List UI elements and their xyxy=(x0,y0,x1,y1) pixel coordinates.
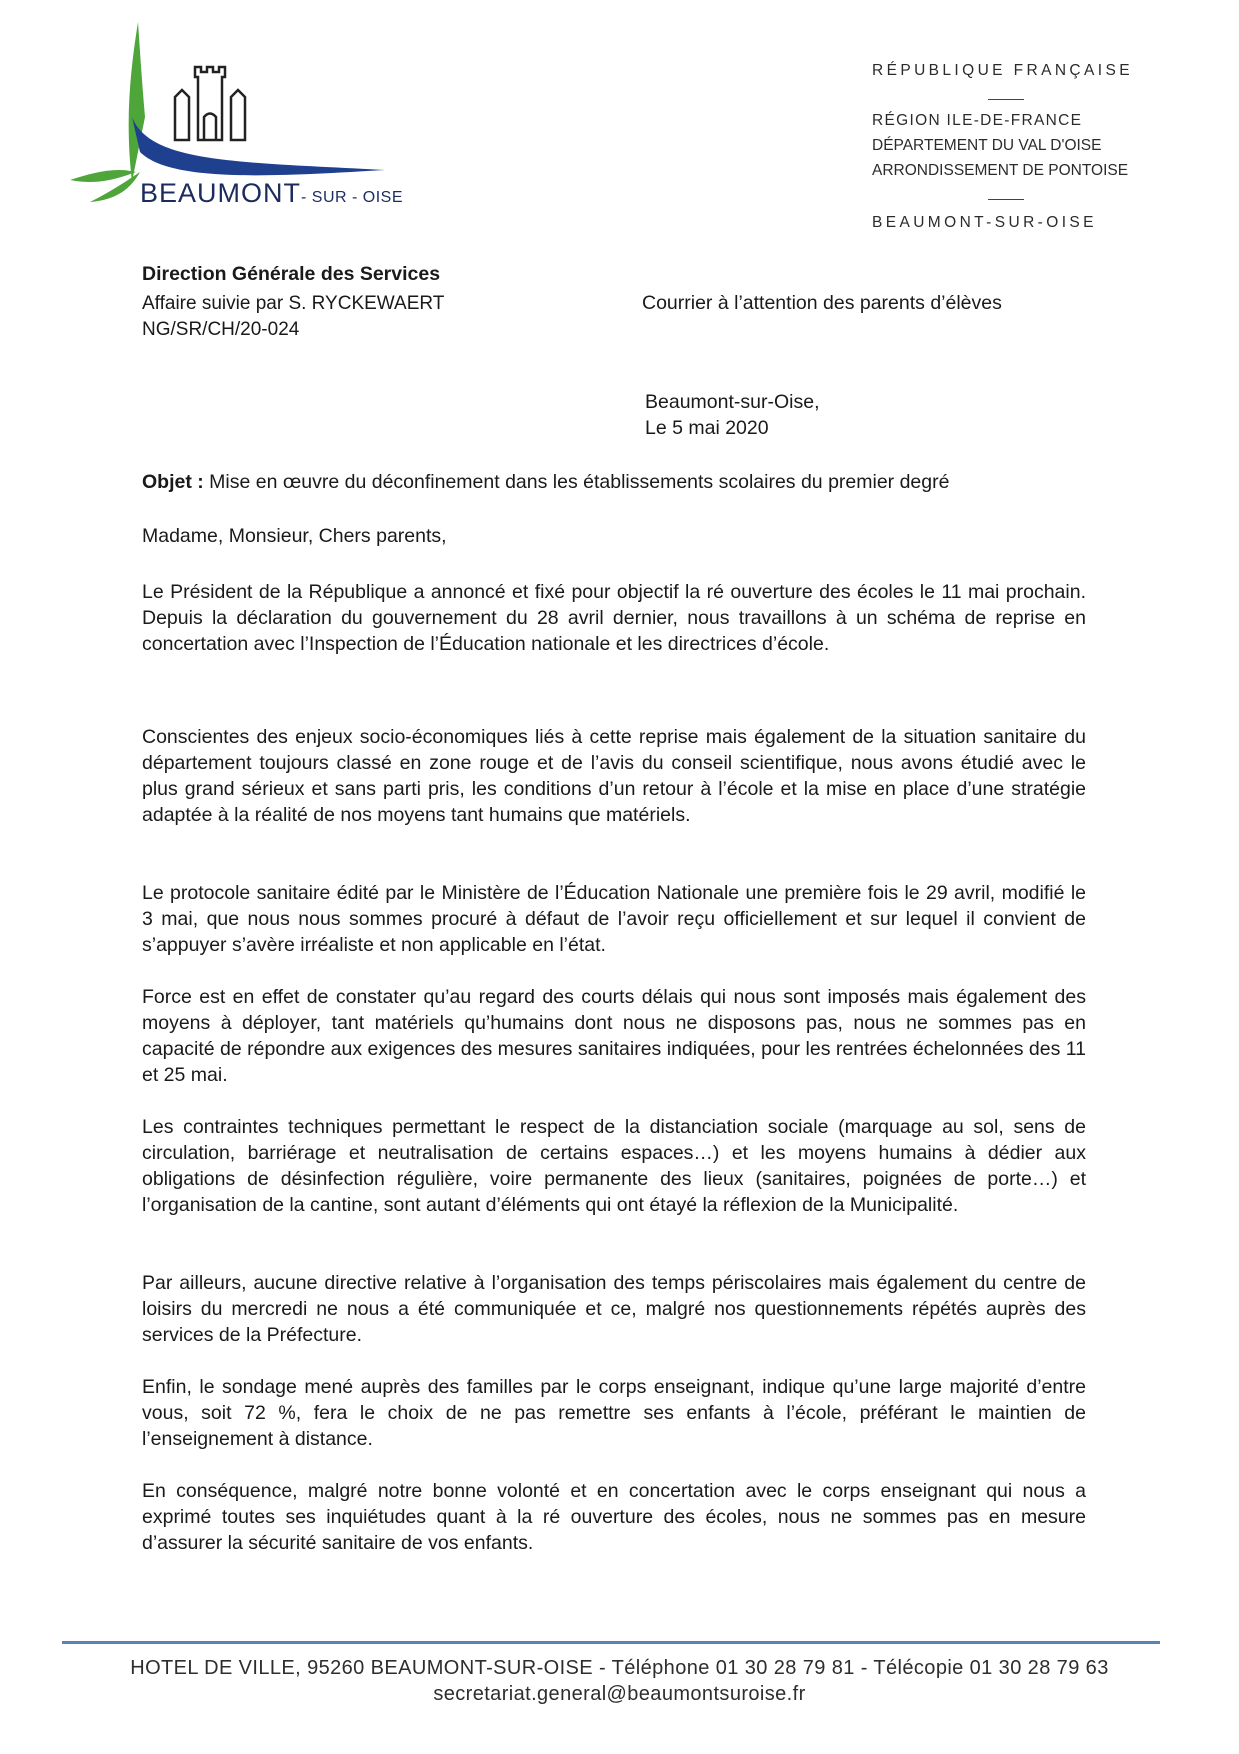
footer-email: secretariat.general@beaumontsuroise.fr xyxy=(433,1683,806,1705)
sender-affaire: Affaire suivie par S. RYCKEWAERT xyxy=(142,293,445,314)
header-divider xyxy=(988,199,1024,200)
logo-leaf-left xyxy=(70,170,136,182)
header-region: RÉGION ILE-DE-FRANCE xyxy=(872,112,1083,129)
logo-swoosh xyxy=(132,117,385,175)
body-paragraph: Le Président de la République a annoncé et fixé pour objectif la ré ouverture des écoles le 11 mai prochain. Depuis la déclaration du gouvernement du 28 avril dernier, nous travaillons à un schéma de reprise en concertation avec l’Inspection de l’Éducation nationale et les directrices d’école. xyxy=(142,581,1086,655)
salutation: Madame, Monsieur, Chers parents, xyxy=(142,525,447,547)
logo-wordmark xyxy=(140,178,403,209)
logo-leaf-main xyxy=(129,22,145,182)
body-paragraph: Le protocole sanitaire édité par le Ministère de l’Éducation Nationale une première fois le 29 avril, modifié le 3 mai, que nous nous sommes procuré à défaut de l’avoir reçu officiellement et sur lequel il convient de s’appuyer s’avère irréaliste et non applicable en l’état. xyxy=(142,882,1086,956)
body-paragraph: En conséquence, malgré notre bonne volonté et en concertation avec le corps enseignant qui nous a exprimé toutes ses inquiétudes quant à la ré ouverture des écoles, nous ne sommes pas en mesure d’assurer la sécurité sanitaire de vos enfants. xyxy=(142,1480,1086,1554)
header-republique: RÉPUBLIQUE FRANÇAISE xyxy=(872,62,1133,79)
header-divider xyxy=(988,99,1024,100)
header-arrondissement: ARRONDISSEMENT DE PONTOISE xyxy=(872,162,1129,179)
logo-suffix: - SUR - OISE xyxy=(301,189,404,206)
dateline-place: Beaumont-sur-Oise, xyxy=(645,391,820,413)
logo-name: BEAUMONT xyxy=(140,178,302,208)
body-paragraph: Par ailleurs, aucune directive relative à l’organisation des temps périscolaires mais également du centre de loisirs du mercredi ne nous a été communiquée et ce, malgré nos questionnements répétés auprès des services de la Préfecture. xyxy=(142,1272,1086,1346)
subject-line xyxy=(142,471,949,494)
body-paragraph: Conscientes des enjeux socio-économiques liés à cette reprise mais également de la situation sanitaire du département toujours classé en zone rouge et de l’avis du conseil scientifique, nous avons étudié avec le plus grand sérieux et sans parti pris, les conditions d’un retour à l’école et la mise en place d’une stratégie adaptée à la réalité de nos moyens tant humains que matériels. xyxy=(142,726,1086,826)
dateline-date: Le 5 mai 2020 xyxy=(645,417,769,439)
subject-text: Mise en œuvre du déconfinement dans les établissements scolaires du premier degré xyxy=(203,471,950,493)
footer-address: HOTEL DE VILLE, 95260 BEAUMONT-SUR-OISE - Téléphone 01 30 28 79 81 - Télécopie 01 30 28 79 63 xyxy=(130,1657,1109,1679)
sender-reference: NG/SR/CH/20-024 xyxy=(142,319,300,340)
castle-icon xyxy=(175,67,245,140)
header-departement: DÉPARTEMENT DU VAL D'OISE xyxy=(872,137,1102,154)
body-paragraph: Force est en effet de constater qu’au regard des courts délais qui nous sont imposés mais également des moyens à déployer, tant matériels qu’humains dont nous ne disposons pas, nous ne sommes pas en capacité de répondre aux exigences des mesures sanitaires indiquées, pour les rentrées échelonnées des 11 et 25 mai. xyxy=(142,986,1086,1086)
body-paragraph: Les contraintes techniques permettant le respect de la distanciation sociale (marquage au sol, sens de circulation, barriérage et neutralisation de certains espaces…) et les moyens humains à dédier aux obligations de désinfection régulière, voire permanente des lieux (sanitaires, poignées de porte…) et l’organisation de la cantine, sont autant d’éléments qui ont étayé la réflexion de la Municipalité. xyxy=(142,1116,1086,1216)
recipient-line: Courrier à l’attention des parents d’élèves xyxy=(642,292,1002,314)
footer-divider xyxy=(62,1641,1160,1644)
body-paragraph: Enfin, le sondage mené auprès des familles par le corps enseignant, indique qu’une large majorité d’entre vous, soit 72 %, fera le choix de ne pas remettre ses enfants à l’école, préférant le maintien de l’enseignement à distance. xyxy=(142,1376,1086,1450)
header-commune: BEAUMONT-SUR-OISE xyxy=(872,214,1097,231)
subject-label: Objet : xyxy=(142,471,204,493)
sender-service: Direction Générale des Services xyxy=(142,263,441,285)
